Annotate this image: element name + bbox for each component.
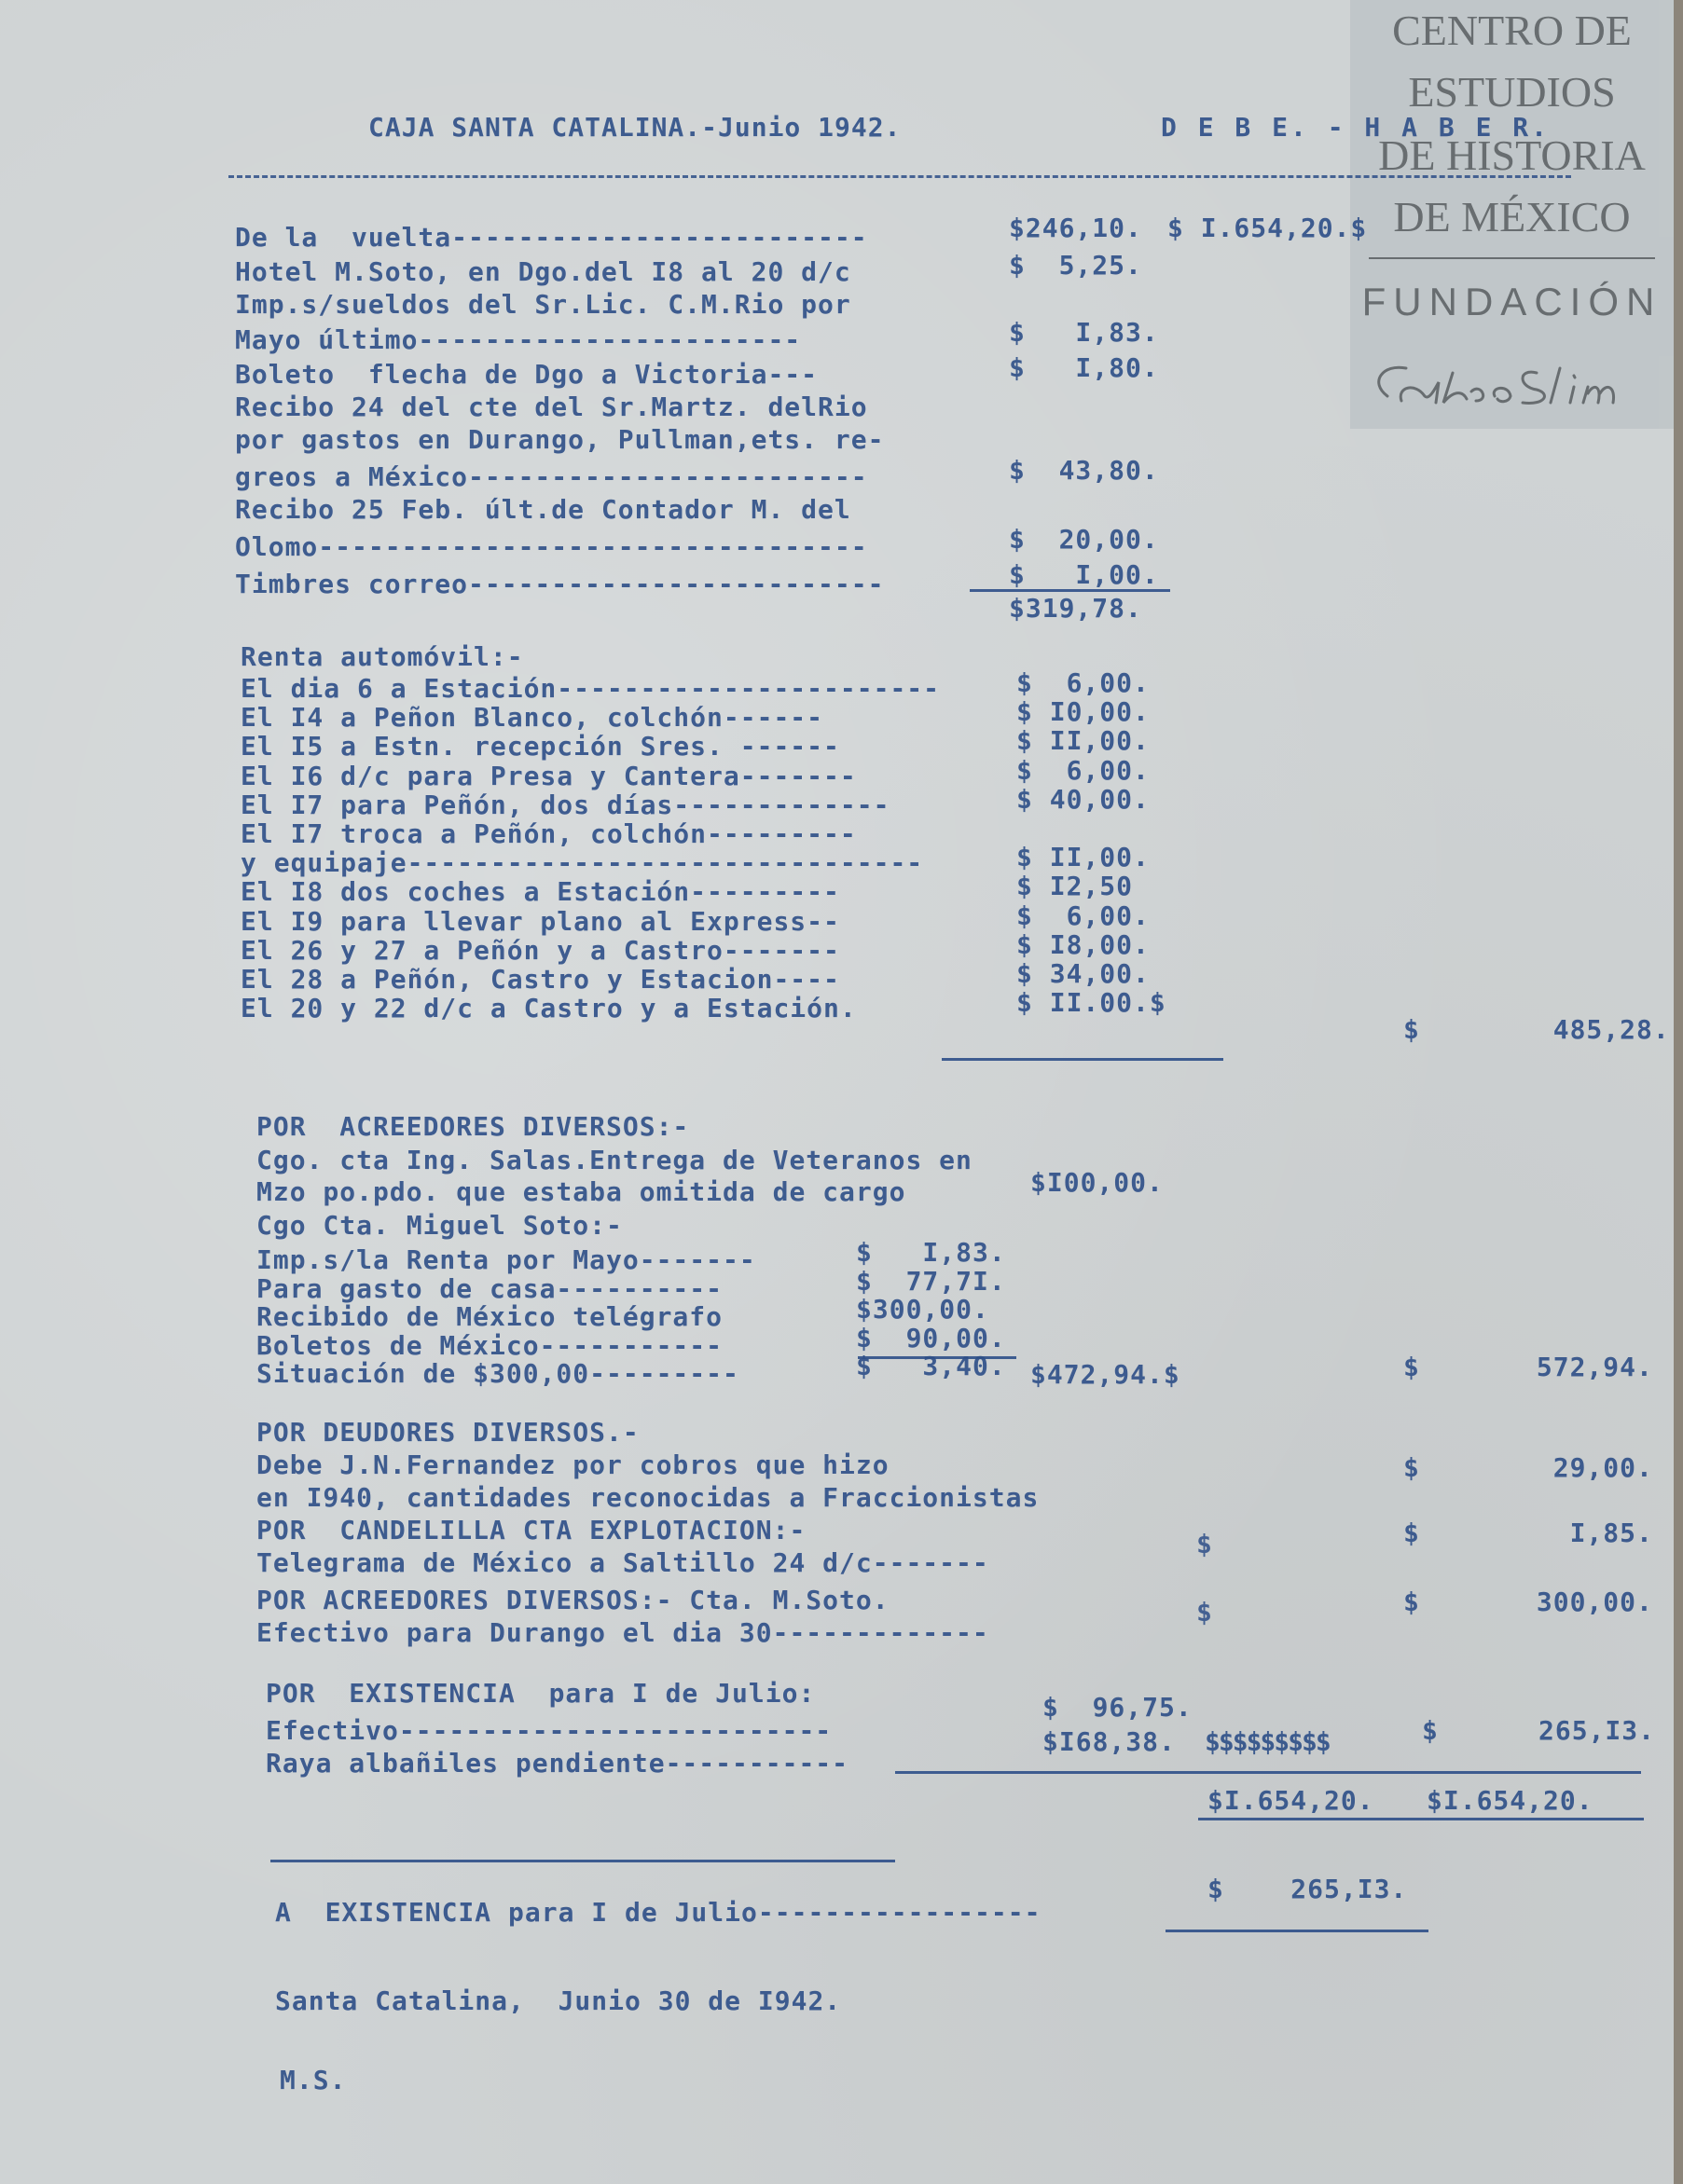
entry-text: Raya albañiles pendiente----------- (266, 1748, 849, 1779)
renta-item-amount: $ 6,00. (1016, 900, 1150, 931)
haber-amount: $ 572,94. (1403, 1352, 1653, 1382)
debe-amount: $I00,00. (1030, 1167, 1164, 1198)
entry-text: Recibo 25 Feb. últ.de Contador M. del (235, 494, 851, 525)
stamp-line-4: DE MÉXICO (1393, 193, 1631, 240)
acreedores-item-text: Para gasto de casa---------- (256, 1273, 724, 1304)
closing-rule-1 (895, 1771, 1641, 1774)
section-heading: POR EXISTENCIA para I de Julio: (266, 1678, 816, 1709)
debe-amount: $I68,38. (1042, 1726, 1176, 1757)
acreedores-item-amount: $ 3,40. (856, 1351, 1006, 1381)
debe-amount: $ I,00. (1009, 559, 1159, 590)
renta-item-amount: $ 6,00. (1016, 667, 1150, 698)
haber-amount: $ 265,I3. (1422, 1715, 1656, 1746)
stamp-line-1: CENTRO DE (1392, 7, 1632, 54)
grand-total-haber: $I.654,20. (1427, 1785, 1593, 1816)
entry-text: Boleto flecha de Dgo a Victoria--- (235, 359, 819, 390)
section-heading: POR ACREEDORES DIVERSOS:- (256, 1111, 690, 1142)
section-heading: POR CANDELILLA CTA EXPLOTACION:- (256, 1515, 807, 1545)
acreedores-item-text: Imp.s/la Renta por Mayo------- (256, 1244, 756, 1275)
debe-mark: $ (1196, 1597, 1212, 1628)
renta-item-text: El 26 y 27 a Peñón y a Castro------- (241, 935, 840, 966)
entry-text: Cgo Cta. Miguel Soto:- (256, 1210, 623, 1241)
renta-item-text: El I7 troca a Peñón, colchón--------- (241, 818, 857, 849)
acreedores-item-amount: $ I,83. (856, 1237, 1006, 1268)
stamp-line-2: ESTUDIOS (1408, 68, 1616, 116)
initials: M.S. (280, 2065, 347, 2095)
renta-total-rule (942, 1058, 1223, 1061)
entry-text: Mzo po.pdo. que estaba omitida de cargo (256, 1176, 906, 1207)
debe-amount: $ I,80. (1009, 352, 1159, 383)
renta-item-text: El I7 para Peñón, dos días------------- (241, 790, 890, 820)
renta-item-text: El I5 a Estn. recepción Sres. ------ (241, 731, 840, 762)
header-rule (228, 175, 1571, 178)
renta-item-amount: $ II,00. (1016, 842, 1150, 872)
renta-item-amount: $ II,00. (1016, 725, 1150, 756)
debe-amount: $ 20,00. (1009, 524, 1159, 555)
entry-text: greos a México------------------------ (235, 461, 868, 492)
entry-text: Mayo último----------------------- (235, 324, 802, 355)
page-title: CAJA SANTA CATALINA.-Junio 1942. (368, 112, 902, 143)
renta-item-text: El 28 a Peñón, Castro y Estacion---- (241, 964, 840, 995)
subtotal-rule (970, 589, 1170, 592)
entry-text: Telegrama de México a Saltillo 24 d/c------- (256, 1547, 989, 1578)
acreedores-item-text: Situación de $300,00--------- (256, 1358, 739, 1389)
debe-amount: $ I,83. (1009, 317, 1159, 348)
entry-text: Efectivo-------------------------- (266, 1715, 833, 1746)
acreedores-item-amount: $300,00. (856, 1294, 989, 1325)
carry-forward-text: A EXISTENCIA para I de Julio----------------- (275, 1897, 1042, 1928)
entry-text: Recibo 24 del cte del Sr.Martz. delRio (235, 391, 868, 422)
subtotal-amount: $319,78. (1009, 593, 1142, 624)
haber-amount: $ 300,00. (1403, 1586, 1653, 1617)
entry-text: por gastos en Durango, Pullman,ets. re- (235, 424, 885, 455)
acreedores-item-amount: $ 77,7I. (856, 1266, 1006, 1297)
renta-item-amount: $ I0,00. (1016, 696, 1150, 727)
debe-amount: $ 96,75. (1042, 1692, 1193, 1723)
debe-amount: $ 5,25. (1009, 250, 1142, 281)
renta-item-amount: $ 34,00. (1016, 958, 1150, 989)
debe-amount: $246,10. (1009, 213, 1142, 243)
signature-logo (1350, 345, 1674, 419)
entry-text: Debe J.N.Fernandez por cobros que hizo (256, 1449, 890, 1480)
entry-text: Efectivo para Durango el dia 30------------- (256, 1617, 989, 1648)
debe-amount: $ 43,80. (1009, 455, 1159, 486)
entry-text: Hotel M.Soto, en Dgo.del I8 al 20 d/c (235, 256, 851, 287)
entry-text: De la vuelta------------------------- (235, 222, 868, 253)
grand-total-debe: $I.654,20. (1207, 1785, 1374, 1816)
section-heading: Renta automóvil:- (241, 641, 524, 672)
section-heading: POR ACREEDORES DIVERSOS:- Cta. M.Soto. (256, 1585, 890, 1615)
dollar-marks: $$$$$$$$$ (1205, 1726, 1330, 1757)
entry-text: Olomo--------------------------------- (235, 531, 868, 562)
debe-haber-heading: D E B E. - H A B E R. (1161, 112, 1551, 143)
renta-item-amount: $ 40,00. (1016, 784, 1150, 815)
acreedores-item-text: Boletos de México----------- (256, 1330, 724, 1361)
renta-item-text: El I9 para llevar plano al Express-- (241, 906, 840, 937)
acreedores-item-amount: $ 90,00. (856, 1323, 1006, 1353)
haber-amount: $ 485,28. (1403, 1014, 1670, 1045)
renta-item-amount: $ I8,00. (1016, 929, 1150, 960)
entry-text: Timbres correo------------------------- (235, 569, 885, 599)
renta-item-text: El dia 6 a Estación----------------------- (241, 673, 941, 704)
entry-text: en I940, cantidades reconocidas a Fraccionistas (256, 1482, 1040, 1513)
stamp-line-5: FUNDACIÓN (1361, 280, 1662, 323)
debe-amount: $472,94.$ (1030, 1359, 1180, 1390)
carry-forward-amount: $ 265,I3. (1207, 1874, 1408, 1904)
acreedores-item-text: Recibido de México telégrafo (256, 1301, 724, 1332)
entry-text: Imp.s/sueldos del Sr.Lic. C.M.Rio por (235, 289, 851, 320)
haber-amount: $ I.654,20.$ (1167, 213, 1368, 243)
place-date: Santa Catalina, Junio 30 de I942. (275, 1985, 842, 2016)
page-edge (1674, 0, 1683, 2184)
debe-mark: $ (1196, 1529, 1212, 1559)
closing-rule-left (270, 1860, 895, 1862)
closing-rule-2 (1198, 1818, 1644, 1820)
stamp-divider (1369, 257, 1655, 259)
archive-stamp (1350, 0, 1674, 429)
renta-item-text: El I6 d/c para Presa y Cantera------- (241, 761, 857, 791)
haber-amount: $ I,85. (1403, 1518, 1653, 1548)
renta-item-text: El 20 y 22 d/c a Castro y a Estación. (241, 993, 857, 1023)
carry-forward-rule (1166, 1930, 1428, 1932)
stamp-line-3: DE HISTORIA (1378, 131, 1646, 179)
renta-item-amount: $ 6,00. (1016, 755, 1150, 786)
renta-item-text: El I8 dos coches a Estación--------- (241, 876, 840, 907)
entry-text: Cgo. cta Ing. Salas.Entrega de Veteranos en (256, 1145, 973, 1175)
renta-item-amount: $ I2,50 (1016, 871, 1134, 901)
renta-item-amount: $ II.00.$ (1016, 987, 1166, 1018)
section-heading: POR DEUDORES DIVERSOS.- (256, 1417, 640, 1448)
renta-item-text: El I4 a Peñon Blanco, colchón------ (241, 702, 824, 733)
renta-item-text: y equipaje------------------------------- (241, 847, 924, 878)
haber-amount: $ 29,00. (1403, 1452, 1653, 1483)
